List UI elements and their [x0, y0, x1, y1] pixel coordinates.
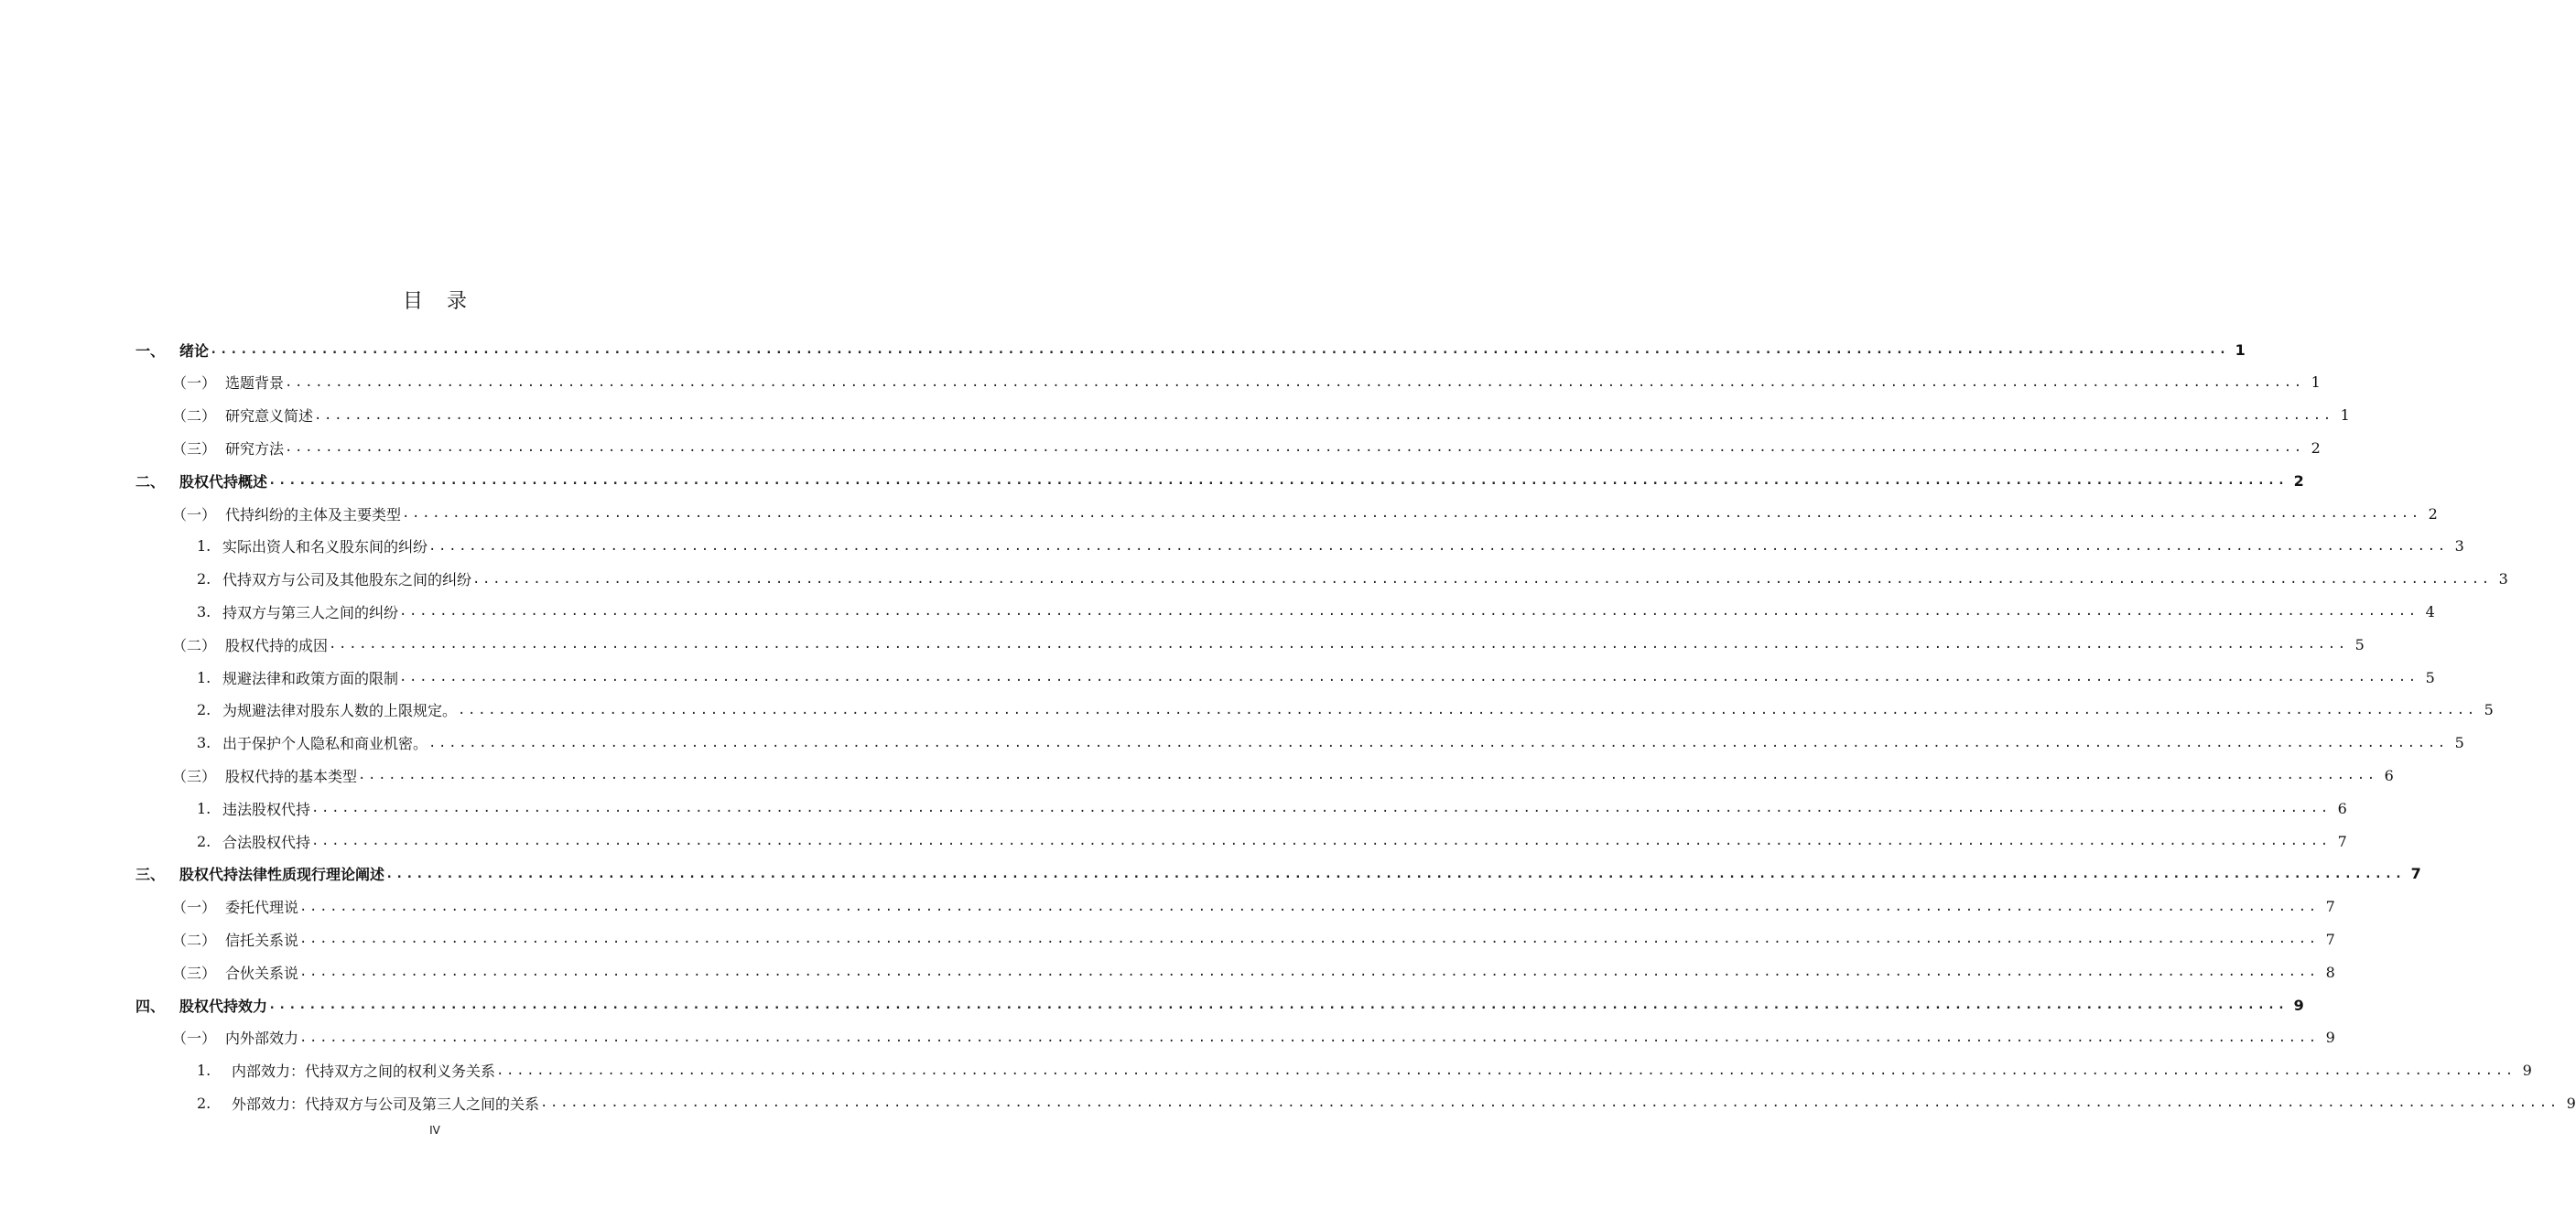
toc-entry-page: 9	[2325, 1029, 2335, 1047]
toc-entry[interactable]	[197, 730, 2464, 756]
toc-entry-page: 3	[2454, 537, 2464, 556]
toc-entry-page: 1	[2311, 373, 2321, 392]
toc-entry-label: 合伙关系说	[225, 964, 299, 982]
toc-leader-dots: ........................................................................................................................................................................................................	[268, 998, 2288, 1012]
toc-entry-page: 6	[2384, 766, 2394, 784]
toc-entry-label: 研究方法	[225, 439, 285, 458]
toc-entry-label: 研究意义简述	[225, 407, 314, 426]
toc-leader-dots: ........................................................................................................................................................................................................	[385, 866, 2405, 881]
toc-entry[interactable]	[172, 403, 2350, 428]
toc-entry-page: 5	[2425, 668, 2435, 686]
toc-entry-number: 1.	[197, 537, 211, 556]
toc-entry[interactable]	[135, 992, 2304, 1018]
page-title	[0, 286, 870, 314]
toc-entry-page: 7	[2410, 865, 2421, 883]
toc-entry[interactable]	[197, 664, 2435, 690]
toc-leader-dots: ........................................................................................................................................................................................................	[299, 965, 2319, 980]
toc-entry-label: 股权代持效力	[179, 997, 268, 1015]
toc-entry-number: （三）	[172, 964, 217, 982]
toc-leader-dots: ........................................................................................................................................................................................................	[329, 637, 2348, 653]
toc-entry-label: 委托代理说	[225, 899, 299, 917]
toc-entry-page: 4	[2425, 602, 2435, 620]
toc-entry-number: 3.	[197, 602, 211, 620]
toc-entry-page: 2	[2428, 504, 2438, 523]
toc-entry-page: 3	[2498, 570, 2508, 588]
toc-entry-number: （二）	[172, 931, 217, 949]
toc-leader-dots: ........................................................................................................................................................................................................	[314, 407, 2333, 423]
toc-entry-number: 3.	[197, 734, 211, 752]
toc-entry[interactable]	[197, 599, 2435, 624]
toc-leader-dots: ........................................................................................................................................................................................................	[428, 735, 2448, 750]
toc-entry-label: 代持双方与公司及其他股东之间的纠纷	[222, 571, 472, 589]
toc-entry[interactable]	[197, 828, 2347, 854]
toc-leader-dots: ........................................................................................................................................................................................................	[210, 342, 2229, 357]
toc-entry-page: 7	[2337, 832, 2347, 850]
toc-entry[interactable]	[197, 534, 2464, 559]
toc-entry-page: 8	[2325, 963, 2335, 981]
toc-entry[interactable]	[172, 501, 2438, 526]
toc-entry-label: 出于保护个人隐私和商业机密。	[222, 735, 428, 753]
title-char-1: 目	[402, 290, 423, 313]
toc-entry-page: 7	[2325, 930, 2335, 948]
toc-entry[interactable]	[135, 861, 2421, 887]
toc-entry-number: 1.	[197, 799, 211, 817]
toc-leader-dots: ........................................................................................................................................................................................................	[399, 670, 2419, 685]
toc-entry-label: 选题背景	[225, 374, 285, 393]
toc-entry-number: 2.	[197, 701, 211, 719]
toc-leader-dots: ........................................................................................................................................................................................................	[299, 899, 2319, 914]
toc-leader-dots: ........................................................................................................................................................................................................	[299, 932, 2319, 947]
toc-entry-label: 内外部效力	[225, 1030, 299, 1048]
toc-entry-number: 1.	[197, 668, 211, 686]
toc-entry[interactable]	[172, 762, 2394, 788]
toc-entry-label: 股权代持概述	[179, 472, 268, 491]
toc-entry[interactable]	[197, 1058, 2532, 1084]
toc-entry-label: 信托关系说	[225, 931, 299, 949]
toc-entry[interactable]	[172, 894, 2335, 920]
toc-entry-label: 规避法律和政策方面的限制	[222, 669, 399, 687]
toc-leader-dots: ........................................................................................................................................................................................................	[358, 768, 2377, 783]
toc-entry-label: 违法股权代持	[222, 800, 311, 818]
toc-leader-dots: ........................................................................................................................................................................................................	[458, 702, 2477, 718]
toc-entry-page: 9	[2293, 996, 2304, 1014]
toc-entry-page: 5	[2484, 701, 2494, 719]
toc-entry-page: 2	[2293, 471, 2304, 490]
toc-entry-page: 1	[2340, 406, 2350, 425]
toc-leader-dots: ........................................................................................................................................................................................................	[496, 1063, 2516, 1078]
toc-entry-page: 6	[2337, 799, 2347, 817]
toc-leader-dots: ........................................................................................................................................................................................................	[428, 538, 2448, 554]
toc-entry-label: 绪论	[179, 341, 210, 360]
toc-leader-dots: ........................................................................................................................................................................................................	[399, 604, 2419, 620]
toc-entry-number: （二）	[172, 407, 217, 426]
toc-entry-page: 9	[2522, 1062, 2532, 1080]
toc-entry-number: （三）	[172, 439, 217, 458]
toc-entry-label: 为规避法律对股东人数的上限规定。	[222, 702, 458, 720]
toc-entry-number: （二）	[172, 636, 217, 654]
toc-entry[interactable]	[197, 1090, 2576, 1116]
toc-leader-dots: ........................................................................................................................................................................................................	[268, 473, 2288, 489]
toc-entry-number: （一）	[172, 1030, 217, 1048]
toc-entry-label: 合法股权代持	[222, 833, 311, 851]
toc-leader-dots: ........................................................................................................................................................................................................	[285, 374, 2304, 390]
toc-entry-number: 三、	[135, 866, 166, 884]
toc-leader-dots: ........................................................................................................................................................................................................	[299, 1030, 2319, 1045]
toc-entry[interactable]	[172, 370, 2321, 395]
toc-entry-number: （一）	[172, 505, 217, 523]
toc-entry-label: 外部效力：代持双方与公司及第三人之间的关系	[232, 1095, 540, 1113]
toc-entry-page: 7	[2325, 898, 2335, 916]
toc-entry[interactable]	[172, 926, 2335, 952]
toc-entry[interactable]	[172, 631, 2365, 657]
toc-entry-number: 一、	[135, 341, 166, 360]
toc-entry-label: 代持纠纷的主体及主要类型	[225, 505, 402, 523]
toc-entry-page: 9	[2566, 1094, 2576, 1112]
toc-leader-dots: ........................................................................................................................................................................................................	[402, 506, 2421, 521]
toc-entry-label: 股权代持的成因	[225, 636, 329, 654]
toc-entry[interactable]	[197, 795, 2347, 821]
toc-leader-dots: ........................................................................................................................................................................................................	[285, 440, 2304, 456]
toc-entry-number: 四、	[135, 997, 166, 1015]
footer-page-number: IV	[429, 1124, 440, 1137]
toc-entry-page: 5	[2454, 734, 2464, 752]
toc-entry-number: 2.	[197, 832, 211, 850]
toc-entry-number: （三）	[172, 767, 217, 785]
toc-entry[interactable]	[135, 468, 2304, 493]
toc-leader-dots: ........................................................................................................................................................................................................	[472, 571, 2492, 587]
toc-entry[interactable]	[172, 1025, 2335, 1051]
toc-entry[interactable]	[172, 959, 2335, 985]
toc-entry[interactable]	[135, 337, 2246, 362]
toc-entry-number: 2.	[197, 1094, 211, 1112]
toc-entry[interactable]	[197, 566, 2508, 592]
toc-entry-label: 内部效力：代持双方之间的权利义务关系	[232, 1063, 496, 1081]
toc-entry[interactable]	[172, 435, 2321, 460]
toc-entry-label: 持双方与第三人之间的纠纷	[222, 603, 399, 621]
toc-entry-page: 1	[2235, 340, 2246, 359]
toc-leader-dots: ........................................................................................................................................................................................................	[540, 1095, 2560, 1111]
toc-entry-label: 股权代持的基本类型	[225, 767, 358, 785]
title-char-2: 录	[447, 290, 468, 313]
toc-leader-dots: ........................................................................................................................................................................................................	[311, 801, 2331, 816]
toc-leader-dots: ........................................................................................................................................................................................................	[311, 834, 2331, 848]
toc-entry-number: 2.	[197, 570, 211, 588]
toc-entry-page: 5	[2354, 635, 2365, 653]
toc-entry-number: （一）	[172, 899, 217, 917]
toc-entry-page: 2	[2311, 438, 2321, 457]
toc-entry-number: （一）	[172, 374, 217, 393]
toc-entry-label: 股权代持法律性质现行理论阐述	[179, 866, 385, 884]
toc-entry-number: 1.	[197, 1062, 211, 1080]
toc-entry-label: 实际出资人和名义股东间的纠纷	[222, 538, 428, 556]
toc-entry-number: 二、	[135, 472, 166, 491]
toc-entry[interactable]	[197, 697, 2494, 723]
